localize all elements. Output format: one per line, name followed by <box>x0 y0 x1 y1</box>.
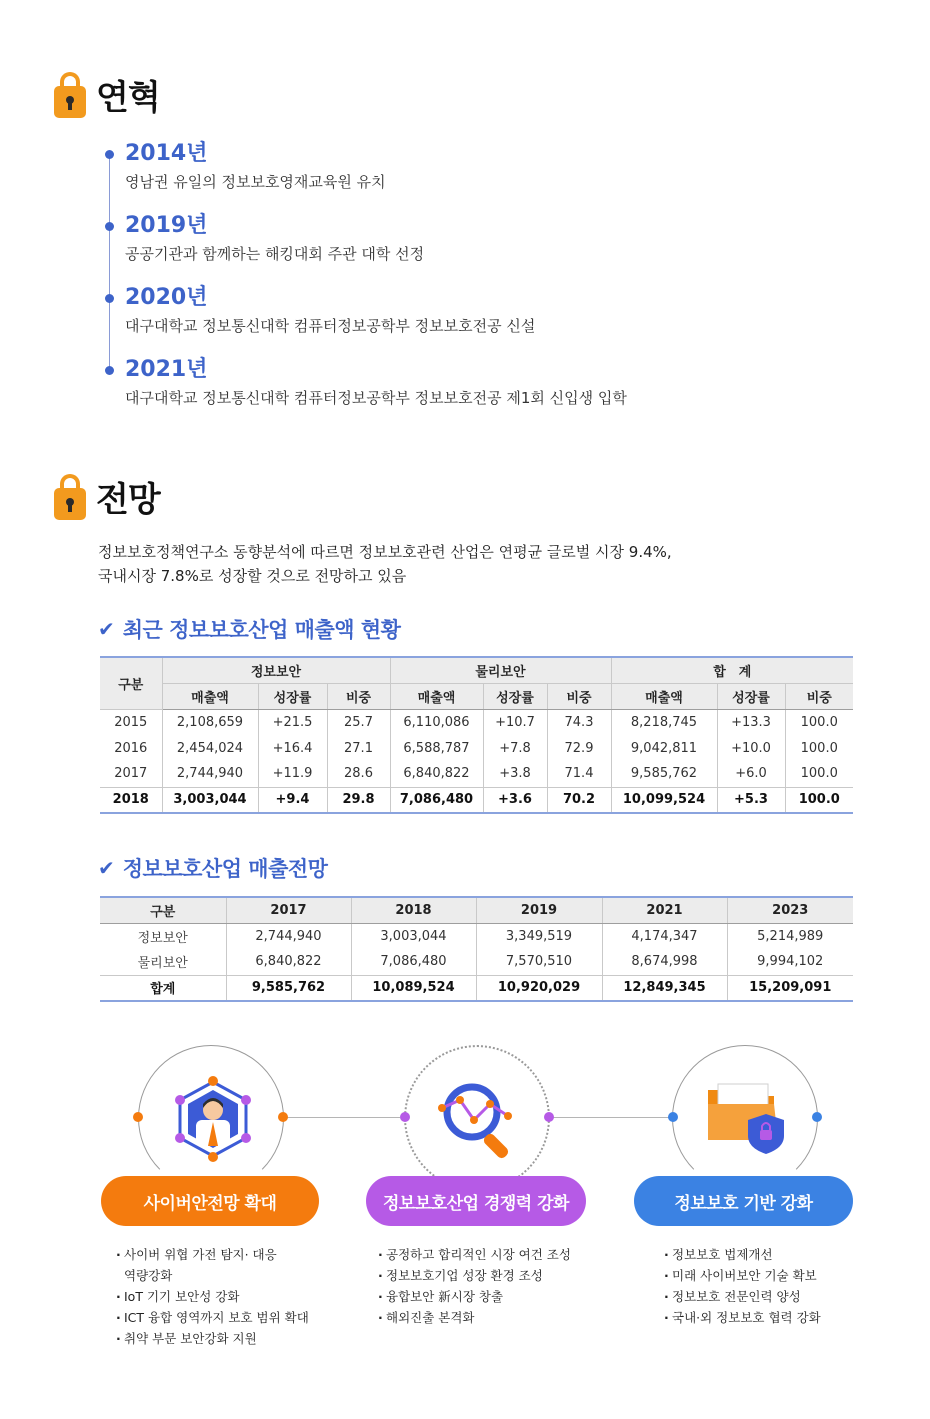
timeline-desc: 대구대학교 정보통신대학 컴퓨터정보공학부 정보보호전공 신설 <box>125 317 536 335</box>
bullet-item: · 취약 부문 보안강화 지원 <box>116 1328 336 1349</box>
bullet-item: · 정보보호기업 성장 환경 조성 <box>378 1265 608 1286</box>
timeline-year: 2014년 <box>125 141 208 166</box>
bullet-item: · 미래 사이버보안 기술 확보 <box>664 1265 864 1286</box>
outlook-header <box>54 472 160 521</box>
bullet-item: · IoT 기기 보안성 강화 <box>116 1286 336 1307</box>
table-cell: 6,110,086 <box>390 709 483 735</box>
table-header-cell: 2021 <box>602 897 727 923</box>
circle-dot <box>400 1112 410 1122</box>
table-header-cell: 성장률 <box>717 683 785 709</box>
table-cell: +16.4 <box>258 735 327 761</box>
table-cell: 물리보안 <box>100 949 226 975</box>
table-cell: 10,099,524 <box>611 787 717 813</box>
strategy-pill-industry-competitiveness: 정보보호산업 경쟁력 강화 <box>366 1176 586 1226</box>
table-cell: 정보보안 <box>100 923 226 949</box>
circle-dot <box>133 1112 143 1122</box>
bullet-item: · 공정하고 합리적인 시장 여건 조성 <box>378 1244 608 1265</box>
table-cell: 9,585,762 <box>226 975 351 1001</box>
table-cell: 8,674,998 <box>602 949 727 975</box>
table-cell: 5,214,989 <box>757 928 824 944</box>
table-cell: 2016 <box>100 735 162 761</box>
table-header-cell: 2018 <box>351 897 476 923</box>
bullet-item: · 융합보안 新시장 창출 <box>378 1286 608 1307</box>
circle-dot <box>668 1112 678 1122</box>
history-timeline <box>108 140 728 428</box>
table-header-cell: 성장률 <box>258 683 327 709</box>
bullet-item: · ICT 융합 영역까지 보호 범위 확대 <box>116 1307 336 1328</box>
strategy-pill-foundation: 정보보호 기반 강화 <box>634 1176 853 1226</box>
bullet-item: 역량강화 <box>124 1268 173 1283</box>
table-cell: 2,454,024 <box>162 735 258 761</box>
table-group-header: 정보보안 <box>162 657 390 683</box>
timeline-desc: 공공기관과 함께하는 해킹대회 주관 대학 선정 <box>125 245 425 263</box>
connector-line <box>286 1117 400 1118</box>
outlook-title: 전망 <box>96 480 160 520</box>
outlook-paragraph <box>98 540 798 588</box>
checkmark-icon: ✔ <box>98 856 115 880</box>
table-cell: +6.0 <box>717 761 785 787</box>
table-cell: 72.9 <box>547 735 611 761</box>
table-cell: +3.8 <box>483 761 547 787</box>
table-cell: +21.5 <box>258 709 327 735</box>
table-cell: 100.0 <box>800 766 838 782</box>
table-cell: 74.3 <box>547 709 611 735</box>
table-cell: 4,174,347 <box>602 923 727 949</box>
table-header-cell: 매출액 <box>390 683 483 709</box>
table-cell: 2015 <box>100 709 162 735</box>
lock-icon <box>54 474 86 520</box>
table-cell: +10.0 <box>717 735 785 761</box>
table-header-cell: 구분 <box>100 657 162 709</box>
table-cell: +7.8 <box>483 735 547 761</box>
history-header <box>54 70 160 119</box>
table-cell: 25.7 <box>327 709 390 735</box>
table-header-cell: 구분 <box>100 897 226 923</box>
table-group-header: 합 계 <box>611 657 853 683</box>
magnifier-analytics-icon <box>434 1076 520 1164</box>
bullet-item: · 해외진출 본격화 <box>378 1307 608 1328</box>
table-cell: 6,840,822 <box>390 761 483 787</box>
table-cell: 70.2 <box>547 787 611 813</box>
table-cell: 27.1 <box>327 735 390 761</box>
timeline-item <box>108 212 728 284</box>
table-cell: 7,086,480 <box>390 787 483 813</box>
table-row <box>100 735 853 761</box>
table-cell: 3,003,044 <box>351 923 476 949</box>
circle-dot <box>544 1112 554 1122</box>
table-cell: 9,042,811 <box>611 735 717 761</box>
table-cell: 71.4 <box>547 761 611 787</box>
timeline-dot <box>105 294 114 303</box>
timeline-desc: 영남권 유일의 정보보호영재교육원 유치 <box>125 173 386 191</box>
table-row <box>100 709 853 735</box>
table-row <box>100 761 853 787</box>
table-cell: 6,588,787 <box>390 735 483 761</box>
timeline-dot <box>105 150 114 159</box>
timeline-dot <box>105 222 114 231</box>
outlook-line: 국내시장 7.8%로 성장할 것으로 전망하고 있음 <box>98 567 407 585</box>
table-cell: 2,744,940 <box>162 761 258 787</box>
table-cell: 3,349,519 <box>476 923 602 949</box>
timeline-desc: 대구대학교 정보통신대학 컴퓨터정보공학부 정보보호전공 제1회 신입생 입학 <box>125 389 627 407</box>
history-title: 연혁 <box>96 78 160 118</box>
table-cell: 8,218,745 <box>611 709 717 735</box>
table-cell: 15,209,091 <box>727 975 853 1001</box>
strategy-bullets <box>116 1244 336 1349</box>
table-cell: +10.7 <box>483 709 547 735</box>
bullet-item: · 정보보호 법제개선 <box>664 1244 864 1265</box>
strategy-pill-cyber-safety: 사이버안전망 확대 <box>101 1176 319 1226</box>
table-cell: 100.0 <box>800 740 838 756</box>
table-group-header: 물리보안 <box>390 657 611 683</box>
table-cell: 9,994,102 <box>757 954 824 970</box>
timeline-year: 2019년 <box>125 213 208 238</box>
table-header-cell: 매출액 <box>162 683 258 709</box>
table-cell: 7,086,480 <box>351 949 476 975</box>
table-cell: 12,849,345 <box>602 975 727 1001</box>
lock-icon <box>54 72 86 118</box>
table-cell: +13.3 <box>717 709 785 735</box>
table-cell: 29.8 <box>327 787 390 813</box>
forecast-table-header <box>98 853 327 883</box>
table-cell: +5.3 <box>717 787 785 813</box>
table-cell: +3.6 <box>483 787 547 813</box>
secure-folder-icon <box>704 1080 788 1158</box>
sales-table-header <box>98 614 400 644</box>
connector-line <box>553 1117 669 1118</box>
table-cell: 100.0 <box>800 714 838 730</box>
strategy-bullets <box>378 1244 608 1328</box>
expert-network-icon <box>172 1076 254 1166</box>
sales-table <box>100 656 853 814</box>
table-cell: 3,003,044 <box>162 787 258 813</box>
table-cell: 6,840,822 <box>226 949 351 975</box>
strategy-bullets <box>664 1244 864 1328</box>
table-cell: +11.9 <box>258 761 327 787</box>
timeline-item <box>108 284 728 356</box>
table-cell: 9,585,762 <box>611 761 717 787</box>
forecast-table-title: 정보보호산업 매출전망 <box>122 857 328 881</box>
table-header-cell: 비중 <box>785 683 853 709</box>
table-header-cell: 2019 <box>476 897 602 923</box>
table-cell: 2,108,659 <box>162 709 258 735</box>
table-cell: 10,920,029 <box>476 975 602 1001</box>
table-row <box>100 949 853 975</box>
table-row <box>100 923 853 949</box>
forecast-table <box>100 896 853 1002</box>
checkmark-icon: ✔ <box>98 617 115 641</box>
timeline-year: 2020년 <box>125 285 208 310</box>
table-cell: 10,089,524 <box>351 975 476 1001</box>
circle-dot <box>278 1112 288 1122</box>
bullet-item: · 정보보호 전문인력 양성 <box>664 1286 864 1307</box>
bullet-item: · 사이버 위협 가전 탐지· 대응 <box>116 1244 336 1265</box>
table-cell: 2018 <box>100 787 162 813</box>
table-cell: 100.0 <box>785 787 853 813</box>
table-header-cell: 비중 <box>547 683 611 709</box>
bullet-item: · 국내·외 정보보호 협력 강화 <box>664 1307 864 1328</box>
table-header-cell: 2017 <box>226 897 351 923</box>
table-header-cell: 비중 <box>327 683 390 709</box>
table-cell: 합계 <box>100 975 226 1001</box>
table-cell: 28.6 <box>327 761 390 787</box>
outlook-line: 정보보호정책연구소 동향분석에 따르면 정보보호관련 산업은 연평균 글로벌 시장 9.4%, <box>98 543 672 561</box>
timeline-item <box>108 356 728 428</box>
table-header-cell: 매출액 <box>611 683 717 709</box>
timeline-item <box>108 140 728 212</box>
table-cell: +9.4 <box>258 787 327 813</box>
table-cell: 7,570,510 <box>476 949 602 975</box>
table-cell: 2017 <box>100 761 162 787</box>
timeline-dot <box>105 366 114 375</box>
timeline-year: 2021년 <box>125 357 208 382</box>
table-total-row <box>100 787 853 813</box>
table-cell: 2,744,940 <box>226 923 351 949</box>
sales-table-title: 최근 정보보호산업 매출액 현황 <box>122 618 401 642</box>
table-header-cell: 성장률 <box>483 683 547 709</box>
circle-dot <box>812 1112 822 1122</box>
table-total-row <box>100 975 853 1001</box>
table-header-cell: 2023 <box>727 897 853 923</box>
